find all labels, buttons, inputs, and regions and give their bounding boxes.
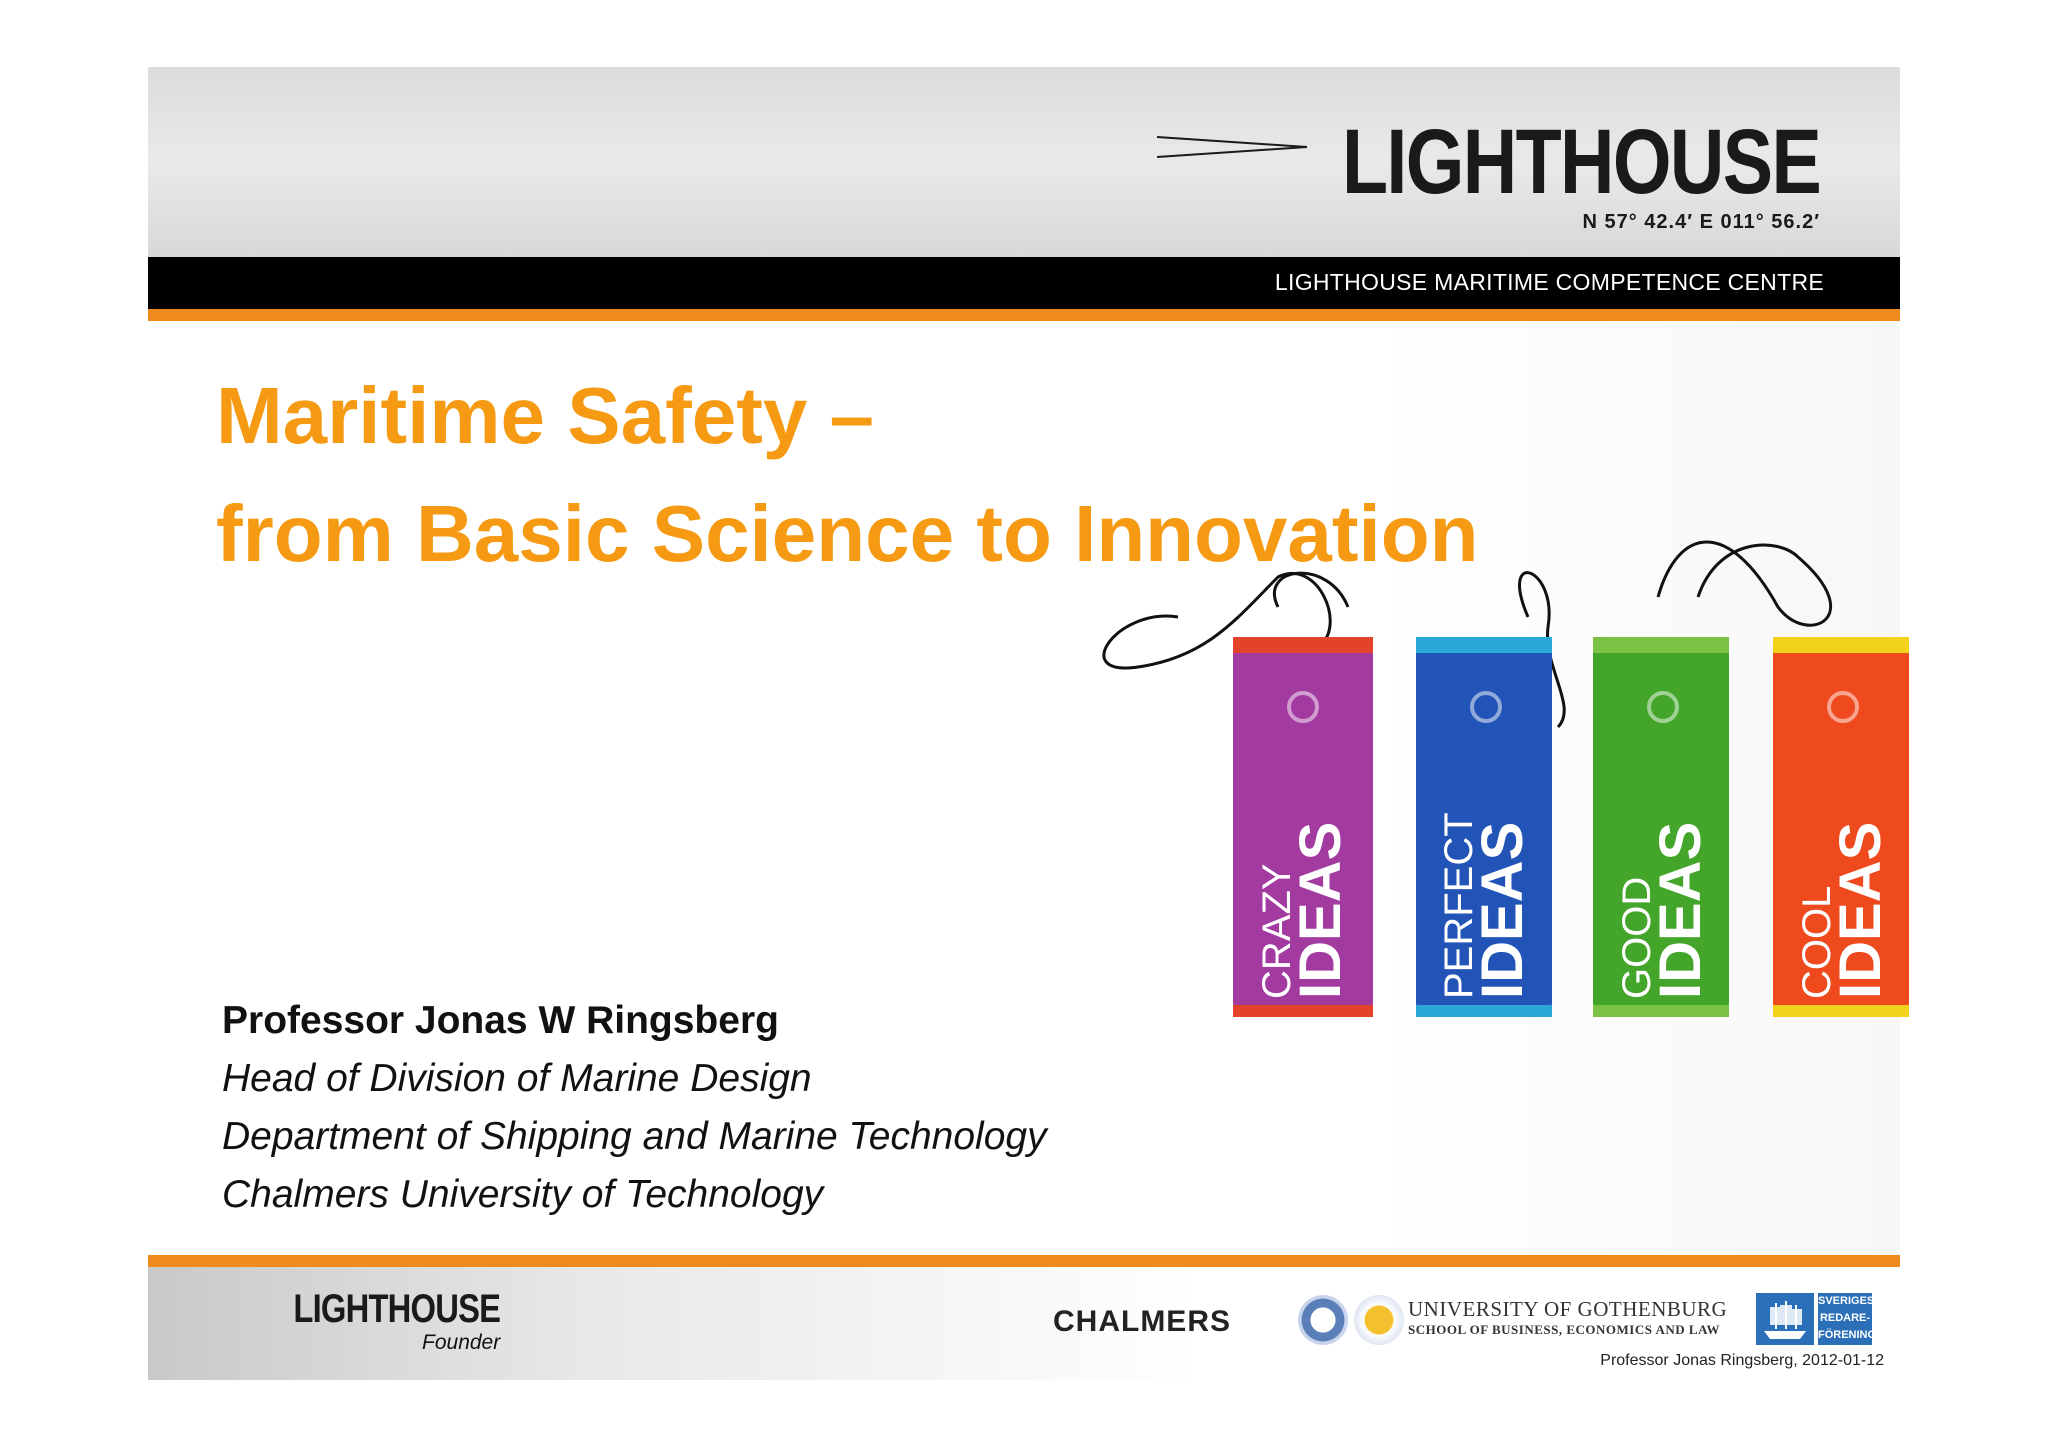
ship-icon [1756,1293,1814,1345]
sr-line-1: SVERIGES [1818,1295,1875,1307]
sr-line-3: FÖRENING [1818,1329,1877,1341]
competence-centre-label: LIGHTHOUSE MARITIME COMPETENCE CENTRE [1274,269,1824,295]
tube-string [1658,542,1831,625]
author-university: Chalmers University of Technology [222,1173,824,1216]
chalmers-logo: CHALMERS [1053,1305,1231,1338]
author-department: Department of Shipping and Marine Technology [222,1115,1047,1158]
logo-wordmark: LIGHTHOUSE [1341,111,1820,213]
sr-wordmark [1818,1293,1877,1345]
founder-label: Founder [422,1331,501,1354]
footer-orange-rule [148,1255,1900,1267]
founder-wordmark: LIGHTHOUSE [293,1287,501,1331]
university-seal-icon [1298,1295,1348,1345]
tube-word-2: IDEAS [1648,821,1713,999]
gothenburg-school: SCHOOL OF BUSINESS, ECONOMICS AND LAW [1408,1322,1721,1337]
tube-word-1: PERFECT [1437,812,1481,999]
title-line-2: from Basic Science to Innovation [216,489,1479,578]
tube-word-2: IDEAS [1470,821,1535,999]
lighthouse-logo [1237,111,1820,234]
header-orange-rule [148,309,1900,321]
university-crest-icon [1354,1295,1404,1345]
footer-band [148,1267,1900,1380]
footnote: Professor Jonas Ringsberg, 2012-01-12 [1600,1352,1884,1369]
ideas-tubes-image [1078,587,1893,1207]
logo-coordinates: N 57° 42.4′ E 011° 56.2′ [1582,211,1820,233]
sveriges-redareforening-logo [1756,1293,1877,1345]
tube-word-1: CRAZY [1255,863,1299,999]
lighthouse-beam-icon [1157,135,1307,159]
title-line-1: Maritime Safety – [216,371,875,460]
gothenburg-logo [1408,1297,1727,1338]
slide [148,67,1900,1380]
header-band [148,67,1900,257]
tube-word-1: COOL [1795,885,1839,999]
gothenburg-name: UNIVERSITY OF GOTHENBURG [1408,1297,1728,1321]
tube-word-1: GOOD [1615,876,1659,999]
author-name: Professor Jonas W Ringsberg [222,999,779,1042]
sr-line-2: REDARE- [1819,1312,1871,1324]
author-title: Head of Division of Marine Design [222,1057,812,1100]
tube-word-2: IDEAS [1828,821,1893,999]
header-black-bar [148,257,1900,309]
slide-title [216,357,1479,593]
tube-word-2: IDEAS [1288,821,1353,999]
founder-logo [248,1289,500,1355]
author-block [222,992,1047,1224]
